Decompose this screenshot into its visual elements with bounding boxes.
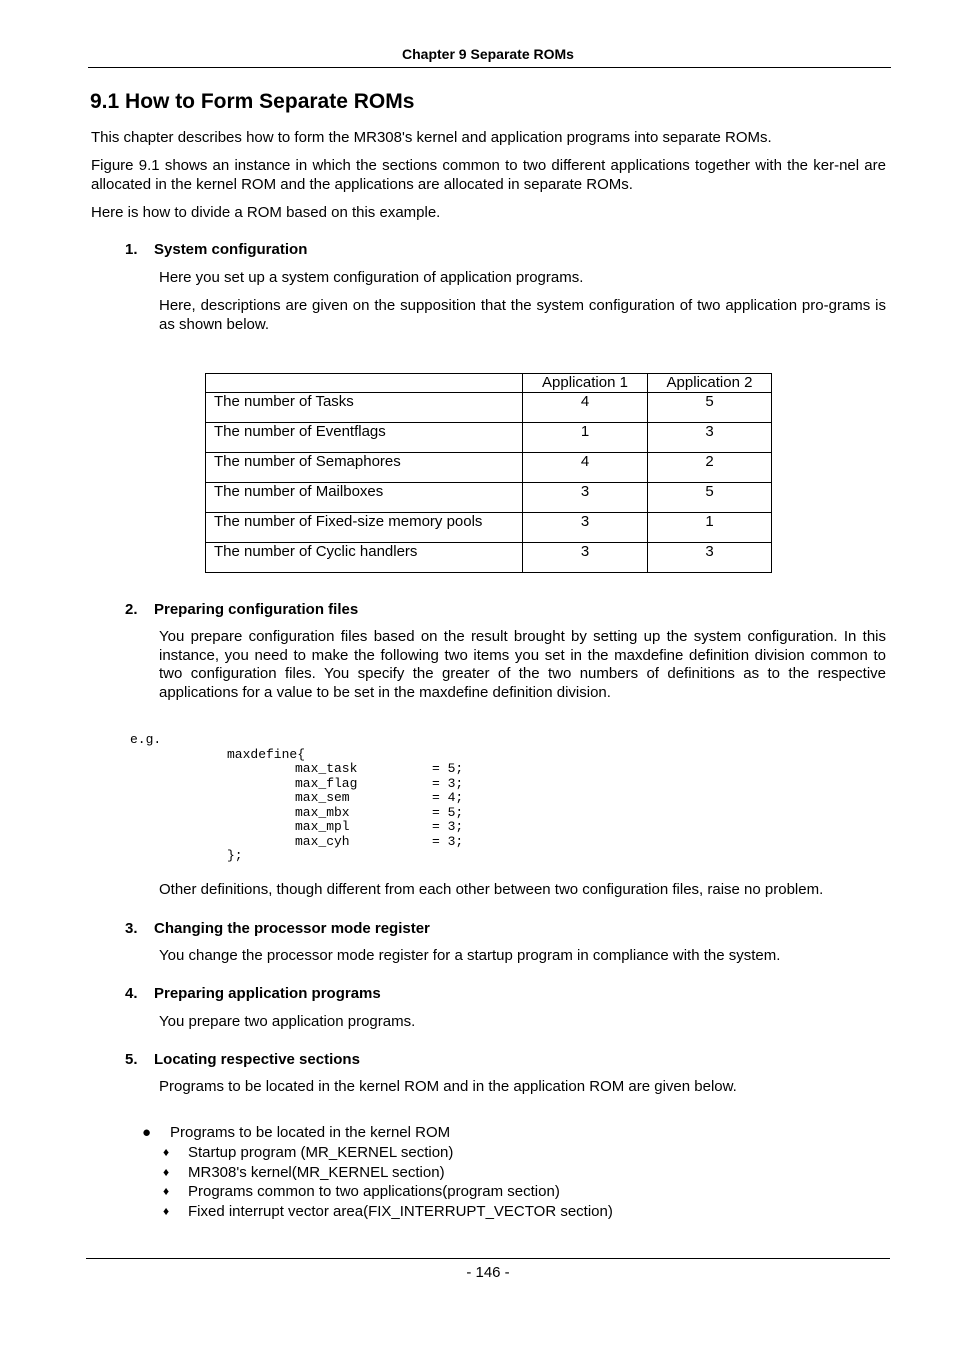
column-header: Application 1 [523,374,648,393]
page-number: - 146 - [466,1264,510,1281]
diamond-bullet-icon: ♦ [163,1203,170,1218]
table-row: The number of Cyclic handlers 3 3 [206,543,772,573]
diamond-bullet-icon: ♦ [163,1145,170,1159]
column-header: Application 2 [648,374,772,393]
table-row: The number of Mailboxes 3 5 [206,483,772,513]
code-value: = 3; [432,819,464,834]
code-line: max_flag [295,775,358,791]
code-line: max_mpl [295,819,350,834]
table-row: The number of Eventflags 1 3 [206,423,772,453]
code-value: = 3; [432,833,464,849]
header-rule [88,67,891,68]
step-paragraph: You prepare configuration files based on the result brought by setting up the system configuration. In this instance, you need to make the following two items you set in the maxdefine definition division common to two configuration files. You specify the greater of the two numbers of definitions as to the respective applications for a value to be set in the maxdefine definition division. [159,628,886,701]
step-heading: 2. Preparing configuration files [125,601,359,618]
code-line: max_cyh [295,833,350,849]
code-line: max_sem [295,790,350,805]
configuration-table [205,373,772,573]
step-paragraph: Here, descriptions are given on the supposition that the system configuration of two application pro-grams is as shown below. [159,297,886,333]
step-heading: 5. Locating respective sections [125,1051,360,1068]
step-heading: 4. Preparing application programs [125,985,381,1002]
step-heading: 3. Changing the processor mode register [125,920,430,937]
code-value: = 3; [432,775,464,791]
table-row: The number of Fixed-size memory pools 3 1 [206,513,772,543]
code-value: = 4; [432,790,464,805]
code-value: = 5; [432,804,464,820]
section-title: 9.1 How to Form Separate ROMs [90,90,415,113]
code-line: max_task [295,761,358,776]
step-heading: 1. System configuration [125,241,308,258]
diamond-bullet-icon: ♦ [163,1164,170,1179]
sub-bullet-item: ♦ Programs common to two applications(program section) [163,1183,560,1200]
intro-paragraph: Here is how to divide a ROM based on this example. [91,204,441,221]
sub-bullet-item: ♦ Fixed interrupt vector area(FIX_INTERRUPT_VECTOR section) [163,1202,613,1220]
diamond-bullet-icon: ♦ [163,1184,170,1198]
intro-paragraph: Figure 9.1 shows an instance in which the sections common to two different applications together with the ker-nel are allocated in the kernel ROM and the applications are allocated in separate ROMs. [91,157,886,193]
sub-bullet-item: ♦ Startup program (MR_KERNEL section) [163,1144,454,1161]
step-paragraph: You prepare two application programs. [159,1013,416,1030]
sub-bullet-item: ♦ MR308's kernel(MR_KERNEL section) [163,1163,445,1181]
step-paragraph: Here you set up a system configuration of application programs. [159,269,584,286]
code-example-label: e.g. [130,732,162,747]
footer-rule [86,1258,890,1259]
bullet-icon: ● [142,1124,152,1141]
step-paragraph: You change the processor mode register for a startup program in compliance with the system. [159,947,781,964]
code-line: max_mbx [295,804,350,820]
table-row: The number of Semaphores 4 2 [206,453,772,483]
code-line: }; [227,848,243,863]
intro-paragraph: This chapter describes how to form the MR308's kernel and application programs into separate ROMs. [91,129,772,146]
bullet-item: ● Programs to be located in the kernel ROM [142,1124,451,1141]
step-paragraph: Programs to be located in the kernel ROM and in the application ROM are given below. [159,1078,737,1095]
table-row: The number of Tasks 4 5 [206,393,772,423]
step-paragraph: Other definitions, though different from each other between two configuration files, raise no problem. [159,881,824,898]
running-header: Chapter 9 Separate ROMs [402,46,574,62]
code-line: maxdefine{ [227,747,306,762]
code-value: = 5; [432,761,464,776]
